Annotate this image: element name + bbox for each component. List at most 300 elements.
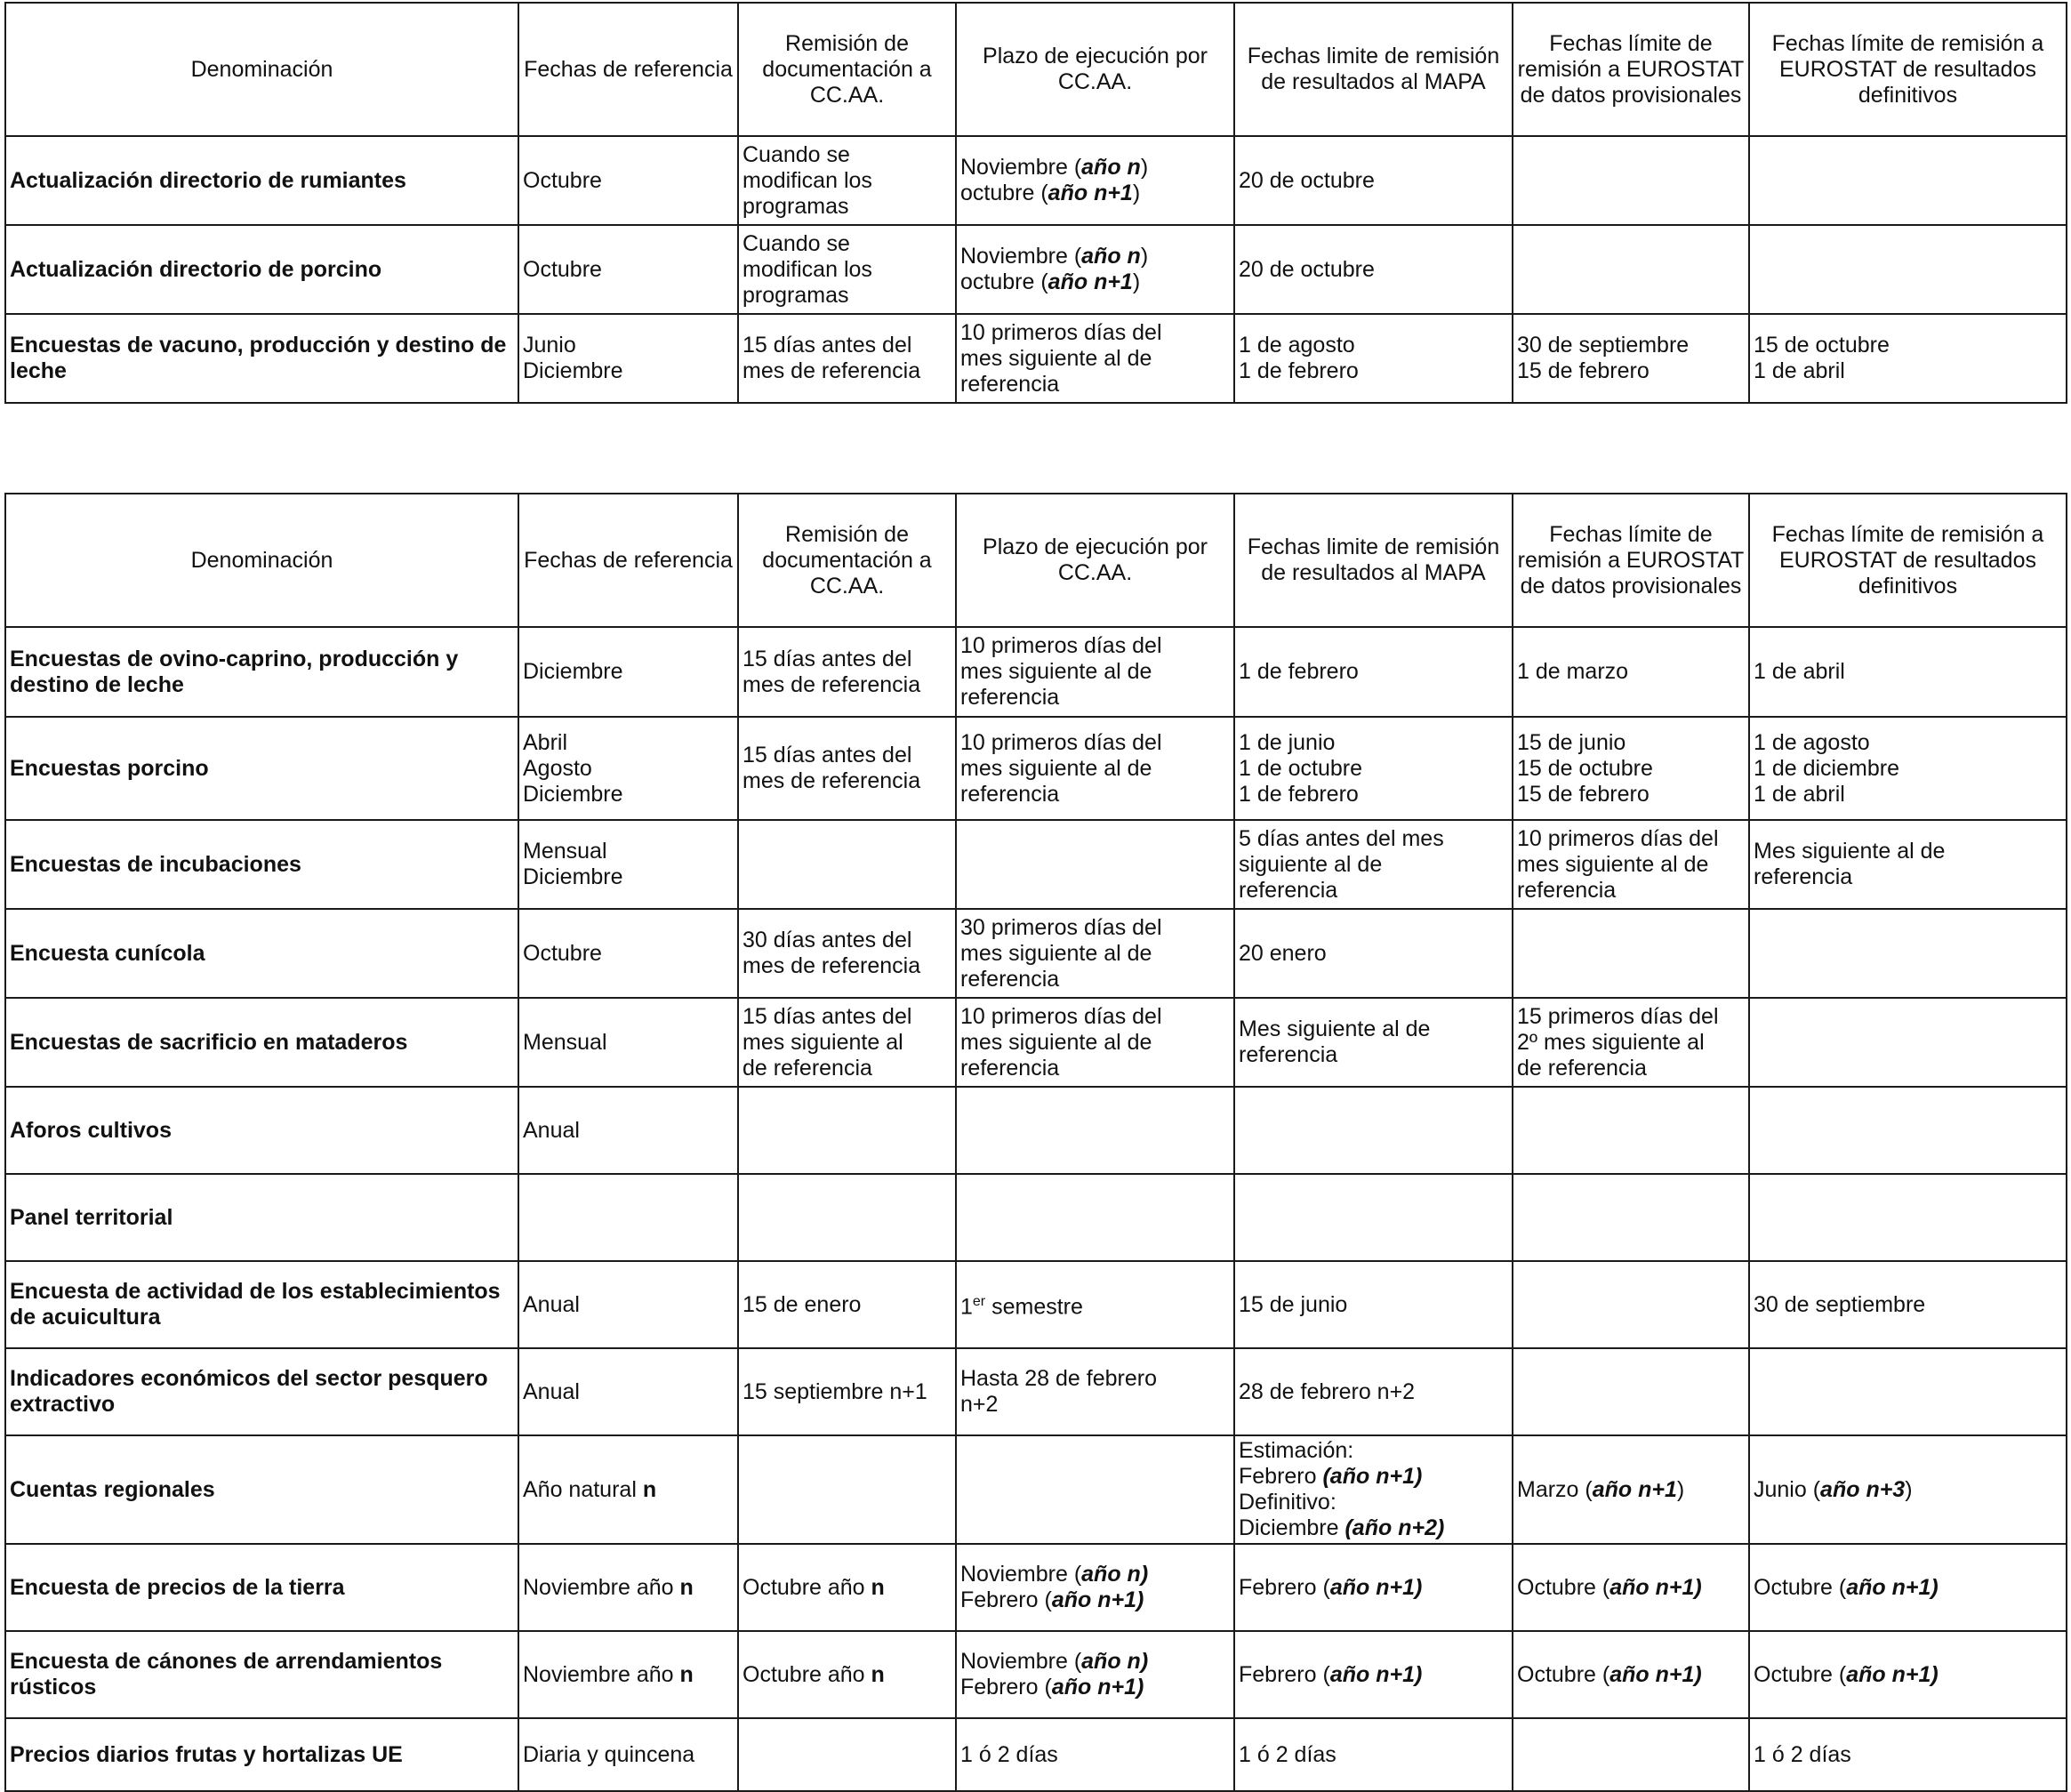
cell-line [1754, 1292, 2062, 1318]
cell-plazo-ejecucion [956, 998, 1234, 1087]
cell-text: ) [1132, 269, 1141, 294]
cell-text: mes siguiente al de [960, 755, 1152, 781]
cell-line [1754, 730, 2062, 756]
cell-remision-documentacion [738, 136, 956, 225]
cell-text: año n+1) [1051, 1675, 1144, 1700]
cell-text: 1 de diciembre [1754, 755, 1899, 781]
table-row [5, 909, 2067, 998]
cell-line [1754, 333, 2062, 358]
cell-text: Agosto [523, 755, 592, 781]
cell-text: Octubre [523, 940, 602, 966]
cell-text: 10 primeros días del [960, 729, 1162, 755]
cell-denominacion: Encuesta de actividad de los establecimientos de acuicultura [5, 1261, 518, 1348]
table-row [5, 1631, 2067, 1718]
cell-fechas-referencia [518, 909, 738, 998]
cell-text: Mes siguiente al de [1754, 839, 1946, 864]
table-row [5, 627, 2067, 717]
table-row [5, 225, 2067, 314]
cell-text: referencia [960, 1055, 1060, 1081]
table-row [5, 1544, 2067, 1631]
cell-line [1517, 1056, 1745, 1081]
schedule-table-2 [4, 493, 2067, 1792]
cell-text: Mensual [523, 839, 607, 864]
cell-fechas-referencia [518, 717, 738, 820]
cell-text: Noviembre año [523, 1574, 680, 1600]
cell-eurostat-provisionales [1513, 1718, 1749, 1791]
cell-text: mes siguiente al de [960, 940, 1152, 966]
cell-text: 1 de agosto [1754, 729, 1870, 755]
cell-line [743, 283, 951, 309]
table-row [5, 998, 2067, 1087]
cell-text: Noviembre ( [960, 1562, 1082, 1587]
cell-line [1239, 1515, 1508, 1541]
cell-text: 5 días antes del mes [1239, 825, 1444, 851]
cell-line [1754, 659, 2062, 685]
cell-line [523, 1118, 734, 1144]
table-row [5, 1261, 2067, 1348]
cell-text: ) [1905, 1476, 1913, 1502]
cell-line [1239, 1292, 1508, 1318]
cell-text: Octubre ( [1754, 1574, 1847, 1600]
cell-line [1517, 826, 1745, 852]
cell-eurostat-definitivos [1749, 1174, 2067, 1261]
cell-text: Mensual [523, 1029, 607, 1055]
table-row [5, 314, 2067, 403]
cell-line [523, 257, 734, 283]
cell-plazo-ejecucion [956, 1544, 1234, 1631]
cell-remision-documentacion [738, 1718, 956, 1791]
cell-text: 1 ó 2 días [1239, 1741, 1337, 1767]
cell-text: año n+3 [1820, 1476, 1906, 1502]
cell-remision-documentacion [738, 1631, 956, 1718]
cell-line [960, 244, 1230, 269]
cell-line [523, 358, 734, 384]
cell-eurostat-provisionales [1513, 1348, 1749, 1435]
cell-line [523, 864, 734, 890]
cell-line [523, 1662, 734, 1688]
cell-line [960, 346, 1230, 372]
cell-denominacion: Actualización directorio de porcino [5, 225, 518, 314]
cell-line [743, 1379, 951, 1405]
cell-plazo-ejecucion [956, 136, 1234, 225]
cell-text: Octubre ( [1754, 1661, 1847, 1687]
cell-fechas-referencia [518, 1348, 738, 1435]
cell-text: Anual [523, 1117, 580, 1143]
cell-text: 20 de octubre [1239, 167, 1375, 193]
cell-line [523, 756, 734, 782]
table-row [5, 1435, 2067, 1544]
cell-eurostat-definitivos [1749, 820, 2067, 909]
cell-eurostat-definitivos [1749, 225, 2067, 314]
cell-text: Noviembre año [523, 1661, 680, 1687]
cell-text: ) [1140, 244, 1149, 269]
cell-line [1517, 1662, 1745, 1688]
table-row [5, 1174, 2067, 1261]
cell-eurostat-provisionales [1513, 627, 1749, 717]
header-remision-documentacion: Remisión de documentación a CC.AA. [738, 3, 956, 136]
cell-line [960, 372, 1230, 398]
cell-line [960, 1056, 1230, 1081]
cell-text: 1 de junio [1239, 729, 1336, 755]
cell-plazo-ejecucion [956, 1435, 1234, 1544]
cell-plazo-ejecucion [956, 909, 1234, 998]
cell-text: año n+1) [1051, 1587, 1144, 1612]
cell-fechas-mapa [1234, 1631, 1513, 1718]
cell-line [960, 941, 1230, 967]
cell-line [1754, 864, 2062, 890]
cell-line [1517, 358, 1745, 384]
cell-fechas-referencia [518, 1631, 738, 1718]
cell-line [1517, 852, 1745, 878]
cell-text: Febrero ( [960, 1675, 1052, 1700]
cell-eurostat-definitivos [1749, 998, 2067, 1087]
cell-eurostat-provisionales [1513, 820, 1749, 909]
cell-fechas-referencia [518, 1261, 738, 1348]
cell-text: Cuando se [743, 141, 850, 167]
cell-line [1239, 941, 1508, 967]
cell-text: Anual [523, 1291, 580, 1317]
cell-text: 15 septiembre n+1 [743, 1378, 927, 1404]
cell-plazo-ejecucion [956, 314, 1234, 403]
cell-text: 1 de febrero [1239, 659, 1359, 684]
cell-line [960, 1649, 1230, 1675]
cell-text: Febrero ( [960, 1587, 1052, 1612]
cell-line [523, 1030, 734, 1056]
header-denominacion: Denominación [5, 494, 518, 627]
cell-fechas-referencia [518, 225, 738, 314]
cell-text: (año n+1) [1322, 1464, 1423, 1489]
cell-text: 10 primeros días del [960, 319, 1162, 345]
cell-eurostat-provisionales [1513, 1174, 1749, 1261]
table-1-body [5, 136, 2067, 403]
cell-text: 15 de junio [1517, 729, 1626, 755]
cell-plazo-ejecucion [956, 1348, 1234, 1435]
cell-remision-documentacion [738, 998, 956, 1087]
table-row [5, 136, 2067, 225]
cell-line [523, 1575, 734, 1601]
cell-line [1517, 730, 1745, 756]
header-eurostat-provisionales: Fechas límite de remisión a EUROSTAT de datos provisionales [1513, 3, 1749, 136]
header-eurostat-definitivos: Fechas límite de remisión a EUROSTAT de resultados definitivos [1749, 494, 2067, 627]
header-remision-documentacion: Remisión de documentación a CC.AA. [738, 494, 956, 627]
cell-plazo-ejecucion [956, 1631, 1234, 1718]
table-row [5, 717, 2067, 820]
cell-text: 15 de enero [743, 1291, 862, 1317]
cell-text: 10 primeros días del [1517, 825, 1719, 851]
cell-text: referencia [960, 781, 1060, 807]
cell-line [960, 1366, 1230, 1392]
cell-text: año n+1) [1609, 1661, 1702, 1687]
cell-fechas-mapa [1234, 1261, 1513, 1348]
header-fechas-mapa: Fechas limite de remisión de resultados al MAPA [1234, 494, 1513, 627]
cell-line [1754, 358, 2062, 384]
cell-fechas-referencia [518, 314, 738, 403]
cell-line [1239, 1742, 1508, 1768]
cell-text: 30 de septiembre [1517, 333, 1690, 358]
cell-line [1239, 756, 1508, 782]
cell-text: 15 de octubre [1517, 755, 1653, 781]
cell-line [743, 743, 951, 768]
cell-text: 20 de octubre [1239, 256, 1375, 282]
cell-text: ) [1676, 1476, 1685, 1502]
cell-line [523, 782, 734, 808]
cell-text: 1 de febrero [1239, 358, 1359, 383]
cell-text: 1 ó 2 días [960, 1741, 1058, 1767]
cell-line [743, 1575, 951, 1601]
table-row [5, 1087, 2067, 1174]
cell-text: 20 enero [1239, 940, 1327, 966]
cell-text: Cuando se [743, 230, 850, 256]
cell-text: 1 de abril [1754, 781, 1845, 807]
cell-text: 28 de febrero n+2 [1239, 1378, 1416, 1404]
cell-text: Octubre ( [1517, 1661, 1610, 1687]
cell-denominacion: Indicadores económicos del sector pesquero extractivo [5, 1348, 518, 1435]
cell-line [960, 1030, 1230, 1056]
cell-line [1754, 1575, 2062, 1601]
cell-fechas-mapa [1234, 1348, 1513, 1435]
cell-line [1239, 1662, 1508, 1688]
cell-plazo-ejecucion [956, 820, 1234, 909]
cell-text: mes siguiente al de [960, 345, 1152, 371]
cell-line [960, 1742, 1230, 1768]
cell-text: 15 días antes del [743, 646, 912, 671]
cell-line [1517, 1030, 1745, 1056]
cell-line [743, 1056, 951, 1081]
cell-line [960, 659, 1230, 685]
table-row [5, 820, 2067, 909]
cell-line [523, 333, 734, 358]
cell-eurostat-provisionales [1513, 314, 1749, 403]
cell-text: octubre ( [960, 269, 1048, 294]
cell-text: 15 de junio [1239, 1291, 1348, 1317]
cell-remision-documentacion [738, 1544, 956, 1631]
cell-text: año n+1 [1048, 181, 1133, 205]
cell-fechas-mapa [1234, 1718, 1513, 1791]
cell-remision-documentacion [738, 1261, 956, 1348]
cell-eurostat-provisionales [1513, 1261, 1749, 1348]
cell-remision-documentacion [738, 820, 956, 909]
cell-denominacion: Precios diarios frutas y hortalizas UE [5, 1718, 518, 1791]
cell-fechas-referencia [518, 820, 738, 909]
cell-line [1517, 878, 1745, 904]
cell-plazo-ejecucion [956, 225, 1234, 314]
cell-line [960, 269, 1230, 295]
cell-line [743, 1292, 951, 1318]
cell-eurostat-provisionales [1513, 1544, 1749, 1631]
cell-plazo-ejecucion [956, 627, 1234, 717]
cell-text: referencia [960, 685, 1060, 710]
cell-text: n [871, 1661, 885, 1687]
cell-eurostat-provisionales [1513, 1087, 1749, 1174]
cell-line [1754, 1662, 2062, 1688]
cell-line [523, 659, 734, 685]
cell-line [1239, 1017, 1508, 1042]
cell-text: 15 de octubre [1754, 333, 1890, 358]
cell-text: 1 de abril [1754, 659, 1845, 684]
cell-line [743, 358, 951, 384]
cell-text: 15 primeros días del [1517, 1003, 1719, 1029]
cell-text: Octubre ( [1517, 1574, 1610, 1600]
cell-text: Octubre [523, 167, 602, 193]
cell-text: de referencia [1517, 1055, 1647, 1081]
cell-fechas-mapa [1234, 1544, 1513, 1631]
cell-fechas-mapa [1234, 1174, 1513, 1261]
cell-line [1754, 756, 2062, 782]
cell-text: referencia [960, 966, 1060, 992]
cell-fechas-mapa [1234, 1087, 1513, 1174]
cell-line [960, 915, 1230, 941]
cell-text: 1 [960, 1294, 973, 1320]
cell-text: año n+1 [1048, 269, 1133, 294]
cell-denominacion: Encuestas de sacrificio en mataderos [5, 998, 518, 1087]
cell-fechas-mapa [1234, 1435, 1513, 1544]
cell-line [523, 839, 734, 864]
cell-fechas-mapa [1234, 717, 1513, 820]
cell-line [1517, 659, 1745, 685]
cell-line [743, 768, 951, 794]
cell-denominacion: Encuesta cunícola [5, 909, 518, 998]
cell-text: programas [743, 193, 849, 219]
cell-line [960, 1587, 1230, 1613]
cell-fechas-mapa [1234, 627, 1513, 717]
cell-line [523, 941, 734, 967]
cell-text: Junio ( [1754, 1476, 1821, 1502]
cell-text: Año natural [523, 1476, 643, 1502]
cell-line [1239, 852, 1508, 878]
cell-text: de referencia [743, 1055, 872, 1081]
cell-eurostat-provisionales [1513, 136, 1749, 225]
cell-plazo-ejecucion [956, 1174, 1234, 1261]
cell-line [960, 181, 1230, 206]
cell-text: n+2 [960, 1392, 999, 1417]
cell-line [1239, 659, 1508, 685]
cell-text: 1 ó 2 días [1754, 1741, 1851, 1767]
cell-eurostat-provisionales [1513, 1631, 1749, 1718]
cell-remision-documentacion [738, 1348, 956, 1435]
cell-remision-documentacion [738, 909, 956, 998]
header-plazo-ejecucion: Plazo de ejecución por CC.AA. [956, 3, 1234, 136]
cell-text: 1 de marzo [1517, 659, 1629, 684]
cell-text: n [642, 1476, 657, 1502]
cell-text: mes de referencia [743, 671, 921, 697]
cell-text: año n [1081, 155, 1141, 180]
cell-line [1239, 730, 1508, 756]
cell-line [743, 953, 951, 979]
cell-line [1517, 756, 1745, 782]
cell-text: 15 de febrero [1517, 781, 1650, 807]
table-row [5, 1718, 2067, 1791]
cell-eurostat-definitivos [1749, 1435, 2067, 1544]
cell-fechas-referencia [518, 136, 738, 225]
cell-remision-documentacion [738, 1087, 956, 1174]
cell-line [743, 647, 951, 672]
cell-text: referencia [1239, 1042, 1338, 1067]
cell-line [960, 685, 1230, 711]
cell-text: n [871, 1574, 885, 1600]
cell-text: mes siguiente al [743, 1029, 903, 1055]
cell-denominacion: Encuestas de ovino-caprino, producción y destino de leche [5, 627, 518, 717]
cell-text: 1 de octubre [1239, 755, 1362, 781]
cell-text: año n+1) [1329, 1574, 1423, 1600]
cell-eurostat-provisionales [1513, 1435, 1749, 1544]
cell-line [743, 142, 951, 168]
cell-eurostat-provisionales [1513, 717, 1749, 820]
cell-denominacion: Encuestas porcino [5, 717, 518, 820]
cell-line [1517, 1004, 1745, 1030]
cell-line [1239, 1042, 1508, 1068]
cell-plazo-ejecucion [956, 1261, 1234, 1348]
header-eurostat-provisionales: Fechas límite de remisión a EUROSTAT de datos provisionales [1513, 494, 1749, 627]
cell-eurostat-definitivos [1749, 1261, 2067, 1348]
cell-text: 30 primeros días del [960, 914, 1162, 940]
cell-line [1754, 1477, 2062, 1503]
cell-fechas-referencia [518, 1435, 738, 1544]
cell-text: Definitivo: [1239, 1490, 1337, 1515]
cell-text: Febrero ( [1239, 1574, 1330, 1600]
cell-text: mes de referencia [743, 358, 921, 383]
cell-line [1517, 1575, 1745, 1601]
cell-fechas-mapa [1234, 909, 1513, 998]
cell-line [743, 672, 951, 698]
schedule-table-1 [4, 2, 2067, 404]
cell-text: 10 primeros días del [960, 633, 1162, 658]
cell-text: programas [743, 282, 849, 308]
cell-eurostat-definitivos [1749, 627, 2067, 717]
cell-text: 2º mes siguiente al [1517, 1029, 1705, 1055]
cell-text: Anual [523, 1378, 580, 1404]
cell-line [960, 633, 1230, 659]
cell-text: referencia [960, 371, 1060, 397]
cell-denominacion: Encuestas de incubaciones [5, 820, 518, 909]
cell-line [1239, 1464, 1508, 1490]
cell-line [960, 155, 1230, 181]
cell-plazo-ejecucion [956, 717, 1234, 820]
cell-line [1239, 878, 1508, 904]
cell-text: n [679, 1574, 694, 1600]
cell-plazo-ejecucion [956, 1087, 1234, 1174]
cell-text: Diciembre [523, 864, 623, 889]
cell-remision-documentacion [738, 717, 956, 820]
cell-line [1754, 839, 2062, 864]
cell-text: 10 primeros días del [960, 1003, 1162, 1029]
cell-denominacion: Panel territorial [5, 1174, 518, 1261]
cell-text: (año n+2) [1345, 1515, 1445, 1540]
cell-text: referencia [1754, 864, 1853, 889]
cell-line [743, 1004, 951, 1030]
cell-text: Hasta 28 de febrero [960, 1366, 1157, 1391]
cell-line [1239, 333, 1508, 358]
cell-text: 1 de abril [1754, 358, 1845, 383]
cell-text: año n) [1081, 1562, 1149, 1587]
cell-line [1239, 1379, 1508, 1405]
cell-text: 15 días antes del [743, 743, 912, 767]
cell-text: referencia [1517, 877, 1617, 903]
cell-eurostat-provisionales [1513, 998, 1749, 1087]
cell-text: 15 de febrero [1517, 358, 1650, 383]
cell-eurostat-definitivos [1749, 1718, 2067, 1791]
header-plazo-ejecucion: Plazo de ejecución por CC.AA. [956, 494, 1234, 627]
cell-text: año n+1) [1846, 1574, 1939, 1600]
cell-line [1239, 257, 1508, 283]
cell-line [523, 1292, 734, 1318]
cell-eurostat-definitivos [1749, 1087, 2067, 1174]
cell-line [743, 257, 951, 283]
cell-line [1517, 782, 1745, 808]
cell-line [960, 1675, 1230, 1700]
cell-text: Noviembre ( [960, 155, 1082, 180]
cell-line [960, 1289, 1230, 1320]
cell-line [1239, 826, 1508, 852]
